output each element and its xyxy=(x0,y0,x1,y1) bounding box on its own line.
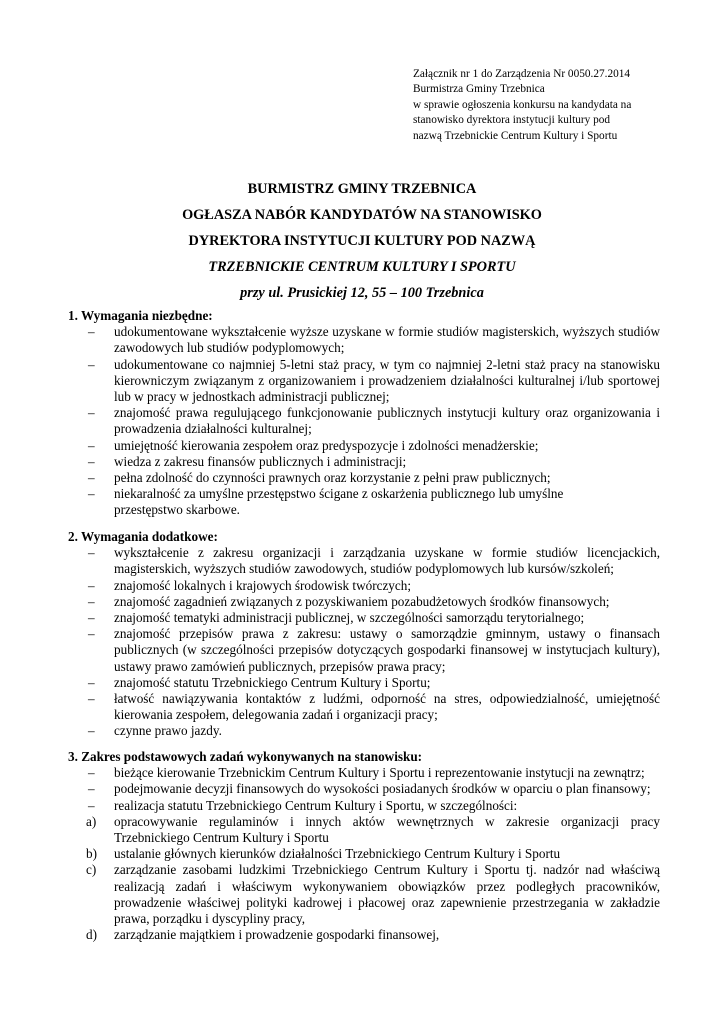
section-title: 3. Zakres podstawowych zadań wykonywanych na stanowisku: xyxy=(68,749,423,764)
annex-line: Załącznik nr 1 do Zarządzenia Nr 0050.27.2014 xyxy=(413,68,631,80)
list-item xyxy=(68,814,660,846)
list-item xyxy=(68,470,660,486)
section-requirements-essential xyxy=(68,308,660,519)
item-text: podejmowanie decyzji finansowych do wysokości posiadanych środków w oparciu o plan finansowy; xyxy=(114,781,651,797)
item-text: znajomość lokalnych i krajowych środowisk twórczych; xyxy=(114,577,412,593)
dash-marker: – xyxy=(88,674,95,690)
dash-marker: – xyxy=(88,723,95,739)
item-text: udokumentowane wykształcenie wyższe uzyskane w formie studiów magisterskich, wyższych studiów zawodowych lub studiów podyplomowych; xyxy=(114,324,660,356)
list-item xyxy=(68,594,660,610)
item-text: pełna zdolność do czynności prawnych oraz korzystanie z pełni praw publicznych; xyxy=(114,470,551,486)
dash-marker: – xyxy=(88,356,95,372)
list-item xyxy=(68,723,660,739)
list-item xyxy=(68,438,660,454)
list-item xyxy=(68,862,660,927)
item-text: bieżące kierowanie Trzebnickim Centrum Kultury i Sportu i reprezentowanie instytucji na zewnątrz; xyxy=(114,765,645,781)
dash-marker: – xyxy=(88,593,95,609)
list-item xyxy=(68,357,660,406)
list-item xyxy=(68,545,660,577)
dash-marker: – xyxy=(88,797,95,813)
list-item xyxy=(68,927,660,943)
section-title: 2. Wymagania dodatkowe: xyxy=(68,529,218,544)
list-item xyxy=(68,765,660,781)
list-item xyxy=(68,454,660,470)
annex-note xyxy=(413,67,703,144)
item-text: wykształcenie z zakresu organizacji i zarządzania uzyskane w formie studiów licencjackich, magisterskich, wyższych studiów zawodowych, studiów podyplomowych lub kursów/szkoleń; xyxy=(114,545,660,577)
annex-line: Burmistrza Gminy Trzebnica xyxy=(413,83,545,96)
announcement-heading xyxy=(0,179,724,309)
section-title: 1. Wymagania niezbędne: xyxy=(68,308,213,323)
list-item xyxy=(68,675,660,691)
item-text: czynne prawo jazdy. xyxy=(114,723,222,739)
list-item xyxy=(68,610,660,626)
heading-line: DYREKTORA INSTYTUCJI KULTURY POD NAZWĄ xyxy=(188,233,536,249)
dash-marker: – xyxy=(88,486,95,502)
dash-marker: – xyxy=(88,765,95,781)
annex-line: w sprawie ogłoszenia konkursu na kandydata na xyxy=(413,98,632,111)
item-text: opracowywanie regulaminów i innych aktów wewnętrznych w zakresie organizacji pracy Trzebnickiego Centrum Kultury i Sportu xyxy=(114,813,660,846)
dash-marker: – xyxy=(88,324,95,340)
list-item xyxy=(68,798,660,814)
dash-marker: – xyxy=(88,470,95,486)
dash-marker: – xyxy=(88,781,95,797)
list-item xyxy=(68,578,660,594)
dash-marker: – xyxy=(88,577,95,593)
item-text: znajomość przepisów prawa z zakresu: ustawy o samorządzie gminnym, ustawy o finansach publicznych (w szczególności przepisów dotyczących gospodarki finansowej w instytucjach kultury), ustawy prawo zamówień publicznych, przepisów prawa pracy; xyxy=(114,626,660,674)
item-text: znajomość zagadnień związanych z pozyskiwaniem pozabudżetowych środków finansowych; xyxy=(114,593,610,609)
item-text: umiejętność kierowania zespołem oraz predyspozycje i zdolności menadżerskie; xyxy=(114,437,539,453)
list-item xyxy=(68,781,660,797)
dash-marker: – xyxy=(88,437,95,453)
list-item xyxy=(68,846,660,862)
item-text: łatwość nawiązywania kontaktów z ludźmi, odporność na stres, odpowiedzialność, umiejętność kierowania zespołem, delegowania zadań i organizacji pracy; xyxy=(114,691,660,723)
letter-marker: c) xyxy=(86,862,97,878)
dash-marker: – xyxy=(88,626,95,642)
list-item xyxy=(68,405,660,437)
item-text: udokumentowane co najmniej 5-letni staż pracy, w tym co najmniej 2-letni staż pracy na stanowisku kierowniczym związanym z organizowaniem i prowadzeniem działalności kulturalnej i/lub sportowej lub w pracy w jednostkach administracji publicznej; xyxy=(114,356,660,405)
item-text: znajomość tematyki administracji publicznej, w szczególności samorządu terytorialnego; xyxy=(114,610,585,626)
institution-name: TRZEBNICKIE CENTRUM KULTURY I SPORTU xyxy=(208,259,516,275)
item-text: znajomość prawa regulującego funkcjonowanie publicznych instytucji kultury oraz organizowania i prowadzenia działalności kulturalnej; xyxy=(114,405,660,437)
annex-line: stanowisko dyrektora instytucji kultury pod xyxy=(413,114,611,127)
institution-address: przy ul. Prusickiej 12, 55 – 100 Trzebnica xyxy=(240,285,484,301)
dash-marker: – xyxy=(88,545,95,561)
annex-line: nazwą Trzebnickie Centrum Kultury i Sportu xyxy=(413,129,618,142)
section-duties xyxy=(68,749,660,943)
list-item xyxy=(68,486,660,518)
list-item xyxy=(68,626,660,675)
letter-marker: d) xyxy=(86,927,97,943)
list-item xyxy=(68,324,660,356)
heading-line: BURMISTRZ GMINY TRZEBNICA xyxy=(247,181,477,197)
heading-line: OGŁASZA NABÓR KANDYDATÓW NA STANOWISKO xyxy=(182,207,542,223)
item-text: niekaralność za umyślne przestępstwo ścigane z oskarżenia publicznego lub umyślne przestępstwo skarbowe. xyxy=(114,486,564,518)
dash-marker: – xyxy=(88,691,95,707)
item-text: zarządzanie majątkiem i prowadzenie gospodarki finansowej, xyxy=(114,927,440,943)
item-text: realizacja statutu Trzebnickiego Centrum Kultury i Sportu, w szczególności: xyxy=(114,797,518,813)
item-text: znajomość statutu Trzebnickiego Centrum Kultury i Sportu; xyxy=(114,674,431,690)
letter-marker: b) xyxy=(86,846,97,862)
item-text: ustalanie głównych kierunków działalności Trzebnickiego Centrum Kultury i Sportu xyxy=(114,846,561,862)
dash-marker: – xyxy=(88,405,95,421)
section-requirements-additional xyxy=(68,529,660,740)
item-text: wiedza z zakresu finansów publicznych i administracji; xyxy=(114,453,407,469)
item-text: zarządzanie zasobami ludzkimi Trzebnickiego Centrum Kultury i Sportu tj. nadzór nad właściwą realizacją zadań i właściwym wykonywaniem obowiązków przez podległych pracowników, prowadzenie właściwej polityki kadrowej i płacowej oraz zapewnienie przestrzegania w zakładzie prawa, porządku i dyscypliny pracy, xyxy=(114,862,660,927)
letter-marker: a) xyxy=(86,813,97,829)
dash-marker: – xyxy=(88,453,95,469)
list-item xyxy=(68,691,660,723)
dash-marker: – xyxy=(88,610,95,626)
